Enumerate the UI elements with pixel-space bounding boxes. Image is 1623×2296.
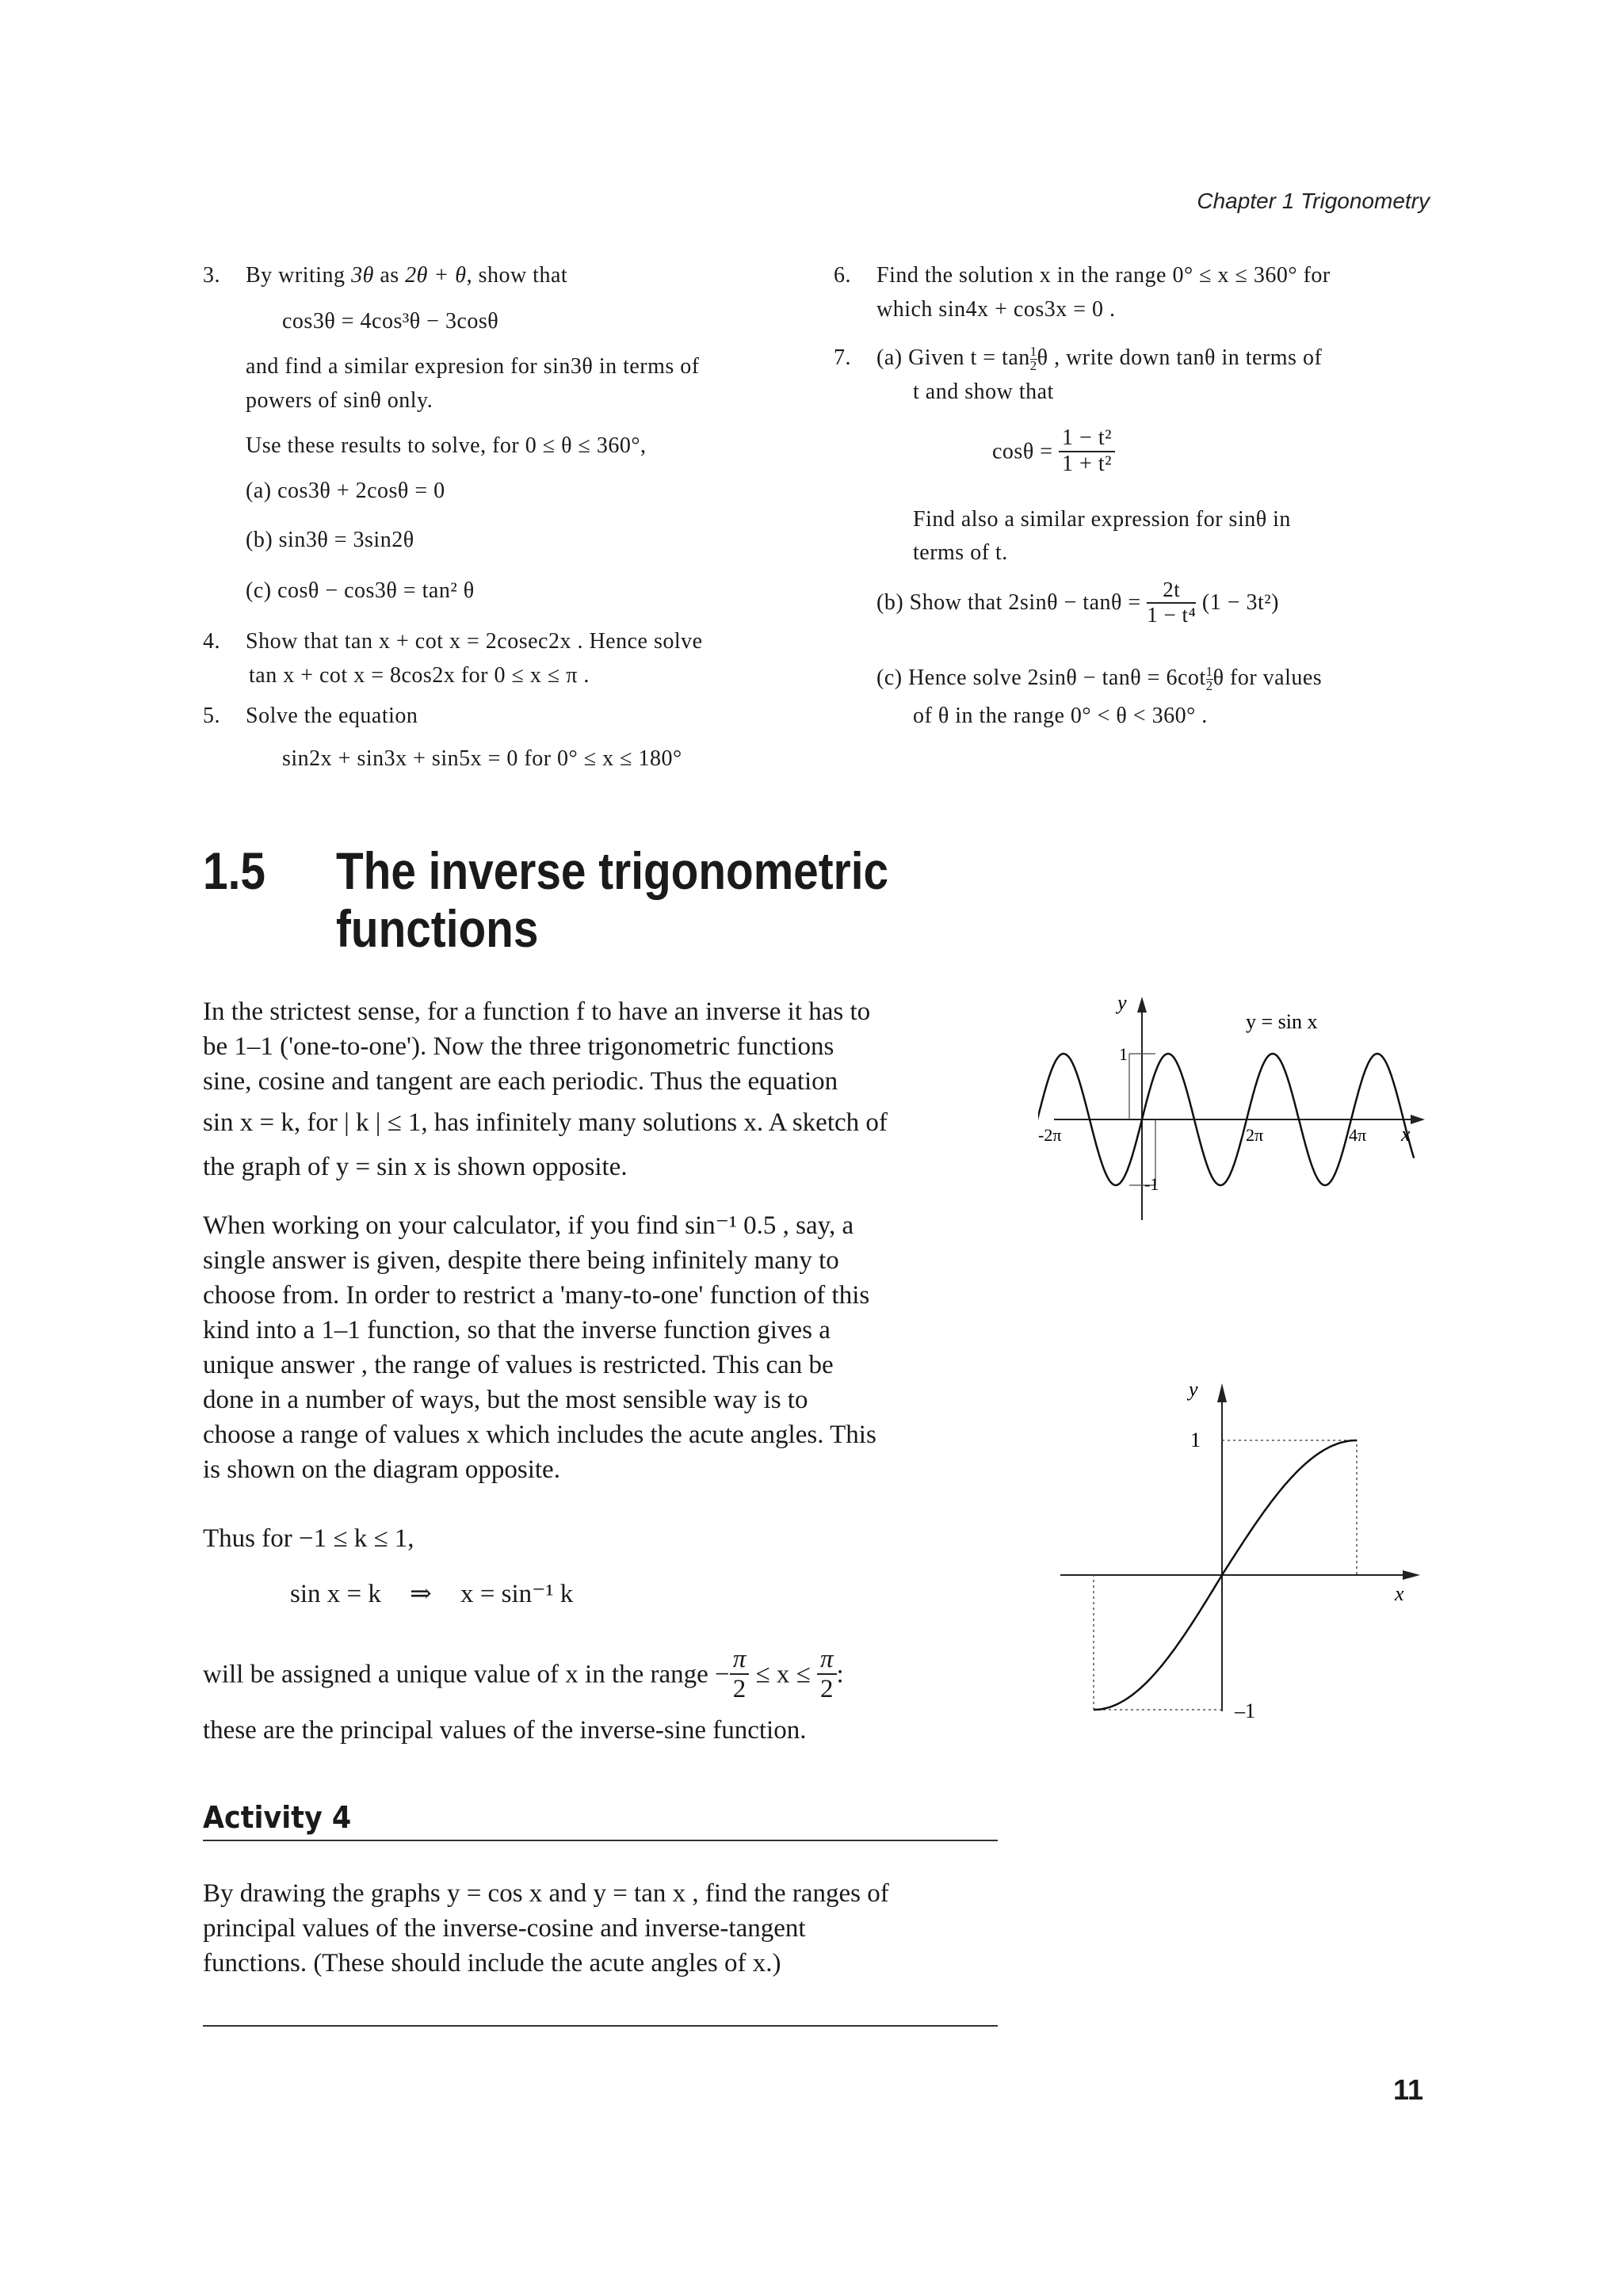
exercise-text: and find a similar expresion for sin3θ in terms of [246,354,700,379]
section-number: 1.5 [203,841,265,900]
half-fraction: $\frac{1}{2}$ [1205,664,1213,694]
section-title: The inverse trigonometric functions [336,841,889,958]
math-expr: 3θ [351,263,374,288]
paragraph-intro: In the strictest sense, for a function f to have an inverse it has to be 1–1 ('one-to-one'). Now the three trigonometric functions sine, cosine and tangent are each periodic. Thus the equation sin x = k, for | k | ≤ 1, has infinitely many solutions x. A sketch of the graph of y = sin x is shown opposite. [203,997,888,1181]
implication-formula: sin x = k ⇒ x = sin⁻¹ k [290,1580,574,1608]
restricted-sine-graph [1054,1371,1434,1727]
math-expr: 2θ + θ [405,263,467,288]
exercise-text: as [373,263,406,288]
exercise-number: 4. [203,629,220,654]
activity-text: By drawing the graphs y = cos x and y = tan x , find the ranges of principal values of the inverse-cosine and inverse-tangent functions. (These should include the acute angles of x.) [203,1879,889,1978]
exercise-text: which sin4x + cos3x = 0 . [876,297,1116,322]
exercise-text: terms of t. [913,540,1008,565]
exercise-text: , show that [466,263,568,288]
x-axis-arrow [1403,1570,1420,1580]
exercise-text: (a) Given t = tan [876,345,1030,370]
page-number: 11 [1393,2073,1424,2106]
tick-label-2pi: 2π [1246,1125,1264,1145]
tick-label-neg2pi: -2π [1038,1125,1062,1145]
part-c: (c) cosθ − cos3θ = tan² θ [246,578,475,603]
paragraph-calculator: When working on your calculator, if you find sin⁻¹ 0.5 , say, a single answer is given, despite there being infinitely many to choose from. In order to restrict a 'many-to-one' function of this kind into a 1–1 function, so that the inverse function gives a unique answer , the range of values is restricted. This can be done in a number of ways, but the most sensible way is to choose a range of values x which includes the acute angles. This is shown on the diagram opposite. [203,1211,876,1484]
y-axis-label: y [1189,1378,1198,1401]
dashed-guide [1094,1575,1222,1710]
y-axis-arrow [1217,1383,1227,1402]
tick-label-neg1: –1 [1235,1699,1255,1722]
tick-label-4pi: 4π [1349,1125,1367,1145]
tick-label-1: 1 [1190,1428,1201,1451]
sine-graph [1038,982,1442,1236]
dashed-guide [1222,1440,1357,1575]
principal-values-line: these are the principal values of the inverse-sine function. [203,1716,807,1745]
x-axis-label: x [1401,1123,1411,1146]
exercise-text: Find also a similar expression for sinθ in [913,507,1291,532]
activity-bottom-rule [203,2025,998,2027]
exercise-text: Solve the equation [246,704,418,728]
exercise-text: powers of sinθ only. [246,388,433,413]
y-axis-arrow [1137,997,1147,1013]
exercise-text: tan x + cot x = 8cos2x for 0 ≤ x ≤ π . [249,663,590,688]
exercise-text: θ , write down tanθ in terms of [1037,345,1323,370]
activity-title: Activity 4 [203,1800,352,1835]
exercise-number: 6. [834,263,851,288]
exercise-text: Show that tan x + cot x = 2cosec2x . Hence solve [246,629,703,654]
thus-line: Thus for −1 ≤ k ≤ 1, [203,1524,414,1553]
part-a: (a) cos3θ + 2cosθ = 0 [246,479,445,503]
tick-label-neg1: -1 [1144,1174,1159,1194]
exercise-text: Use these results to solve, for 0 ≤ θ ≤ 360°, [246,433,647,458]
half-fraction: $\frac{1}{2}$ [1029,344,1037,374]
exercise-text: θ for values [1212,666,1323,690]
exercise-text: t and show that [913,379,1054,404]
part-b: (b) sin3θ = 3sin2θ [246,528,414,552]
exercise-text: Find the solution x in the range 0° ≤ x ≤ 360° for [876,263,1331,288]
part-b-formula: (b) Show that 2sinθ − tanθ = $\frac{2t}{\text{1 − t⁴}}$ (1 − 3t²) [876,578,1279,627]
tick-label-1: 1 [1119,1044,1128,1064]
range-line: will be assigned a unique value of x in the range − $\frac{\pi}{2}$ ≤ x ≤ $\frac{\pi}{2}$ : [203,1645,844,1704]
exercise-text: By writing [246,263,352,288]
x-axis-arrow [1411,1115,1425,1124]
chapter-header: Chapter 1 Trigonometry [1197,189,1430,213]
x-axis-label: x [1395,1582,1404,1605]
curve-label: y = sin x [1246,1010,1318,1033]
cos-formula: cosθ = $\frac{\text{1 − t²}}{\text{1 + t²}}$ [992,426,1115,477]
exercise-number: 7. [834,345,851,370]
exercise-number: 5. [203,704,220,728]
identity-formula: cos3θ = 4cos³θ − 3cosθ [282,309,499,334]
exercise-text: (c) Hence solve 2sinθ − tanθ = 6cot [876,666,1206,690]
exercise-text: sin2x + sin3x + sin5x = 0 for 0° ≤ x ≤ 180° [282,746,682,771]
exercise-text: of θ in the range 0° < θ < 360° . [913,704,1208,728]
y-axis-label: y [1117,991,1127,1014]
activity-top-rule [203,1840,998,1841]
exercise-number: 3. [203,263,220,288]
